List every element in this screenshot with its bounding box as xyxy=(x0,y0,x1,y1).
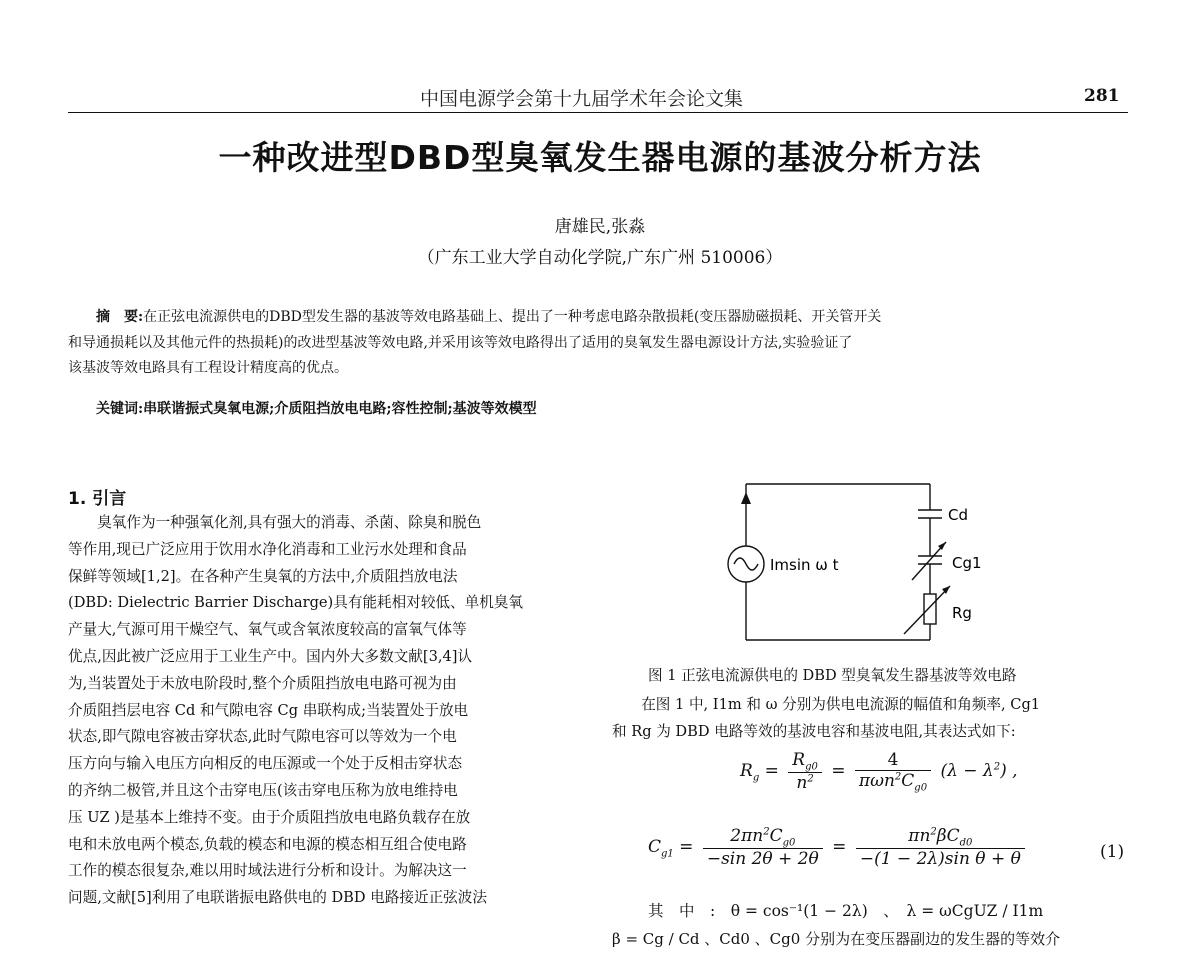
equation-rg: $R_g$ = $\frac{R_{g0}}{n^2}$ = $\frac{4}{\pi\omega n^2C_{g0}}$ $(\lambda - \lambda^2)$ , xyxy=(740,750,1018,794)
right-paragraph-line: 在图 1 中, I1m 和 ω 分别为供电电流源的幅值和角频率, Cg1 xyxy=(612,696,1041,713)
body-line: (DBD: Dielectric Barrier Discharge)具有能耗相对较低、单机臭氧 xyxy=(68,594,523,612)
sine-wave-icon xyxy=(734,558,758,570)
abstract-line: 该基波等效电路具有工程设计精度高的优点。 xyxy=(68,360,348,376)
rg-label: Rg xyxy=(952,604,972,622)
rg-variable-arrow xyxy=(904,586,950,634)
body-line: 优点,因此被广泛应用于工业生产中。国内外大多数文献[3,4]认 xyxy=(68,647,473,665)
body-line: 介质阻挡层电容 Cd 和气隙电容 Cg 串联构成;当装置处于放电 xyxy=(68,701,469,719)
body-line: 状态,即气隙电容被击穿状态,此时气隙电容可以等效为一个电 xyxy=(68,728,457,746)
body-line: 臭氧作为一种强氧化剂,具有强大的消毒、杀菌、除臭和脱色 xyxy=(68,514,482,531)
keywords xyxy=(96,398,1130,418)
beta-line: β = Cg / Cd 、Cd0 、Cg0 分别为在变压器副边的发生器的等效介 xyxy=(612,930,1061,948)
body-line: 电和未放电两个模态,负载的模态和电源的模态相互组合使电路 xyxy=(68,835,467,853)
page-number: 281 xyxy=(1084,86,1120,106)
abstract-label: 摘 要: xyxy=(96,309,144,325)
keywords-label: 关键词: xyxy=(96,401,144,417)
body-line: 等作用,现已广泛应用于饮用水净化消毒和工业污水处理和食品 xyxy=(68,540,467,558)
body-line: 保鲜等领域[1,2]。在各种产生臭氧的方法中,介质阻挡放电法 xyxy=(68,567,458,585)
body-line: 压方向与输入电压方向相反的电压源或一个处于反相击穿状态 xyxy=(68,755,463,773)
abstract-text: 在正弦电流源供电的DBD型发生器的基波等效电路基础上、提出了一种考虑电路杂散损耗(变压器励磁损耗、开关管开关 xyxy=(143,309,882,325)
figure-caption: 图 1 正弦电流源供电的 DBD 型臭氧发生器基波等效电路 xyxy=(648,667,1017,684)
paper-authors: 唐雄民,张淼 xyxy=(554,217,646,237)
abstract xyxy=(68,305,1130,382)
where-line: 其 中 : θ = cos⁻¹(1 − 2λ) 、 λ = ωCgUZ / I1m xyxy=(648,902,1044,920)
body-line: 问题,文献[5]利用了电联谐振电路供电的 DBD 电路接近正弦波法 xyxy=(68,889,487,907)
body-line: 的齐纳二极管,并且这个击穿电压(该击穿电压称为放电维持电 xyxy=(68,781,458,799)
current-arrow-icon xyxy=(741,492,751,504)
section-body xyxy=(68,510,595,912)
rg-resistor xyxy=(924,594,936,624)
section-heading: 1. 引言 xyxy=(68,489,127,509)
cg1-label: Cg1 xyxy=(952,554,982,572)
equation-cg1: $C_{g1}$ = $\frac{2\pi n^2C_{g0}}{-\sin 2\theta + 2\theta}$ = $\frac{\pi n^2\beta C_{d0}}{\text{−(1 − 2λ)sin θ + θ}}$ xyxy=(648,826,1029,869)
paper-affiliation: （广东工业大学自动化学院,广东广州 510006） xyxy=(417,248,783,268)
paper-title: 一种改进型DBD型臭氧发生器电源的基波分析方法 xyxy=(218,138,982,177)
body-line: 为,当装置处于未放电阶段时,整个介质阻挡放电电路可视为由 xyxy=(68,674,457,692)
circuit-diagram xyxy=(700,470,1000,650)
keywords-text: 串联谐振式臭氧电源;介质阻挡放电电路;容性控制;基波等效模型 xyxy=(143,401,537,417)
equation-number: (1) xyxy=(1100,842,1125,862)
body-line: 工作的模态很复杂,难以用时域法进行分析和设计。为解决这一 xyxy=(68,862,467,880)
body-line: 产量大,气源可用干燥空气、氧气或含氧浓度较高的富氧气体等 xyxy=(68,621,467,639)
abstract-line: 和导通损耗以及其他元件的热损耗)的改进型基波等效电路,并采用该等效电路得出了适用的臭氧发生器电源设计方法,实验验证了 xyxy=(68,334,853,351)
header-divider xyxy=(68,112,1128,113)
source-label: Imsin ω t xyxy=(770,556,839,574)
body-line: 压 UZ )是基本上维持不变。由于介质阻挡放电电路负载存在放 xyxy=(68,808,471,826)
abstract-line xyxy=(68,305,1130,331)
journal-header-title: 中国电源学会第十九届学术年会论文集 xyxy=(420,88,744,110)
right-paragraph-line: 和 Rg 为 DBD 电路等效的基波电容和基波电阻,其表达式如下: xyxy=(612,723,1016,740)
cd-label: Cd xyxy=(948,506,968,524)
